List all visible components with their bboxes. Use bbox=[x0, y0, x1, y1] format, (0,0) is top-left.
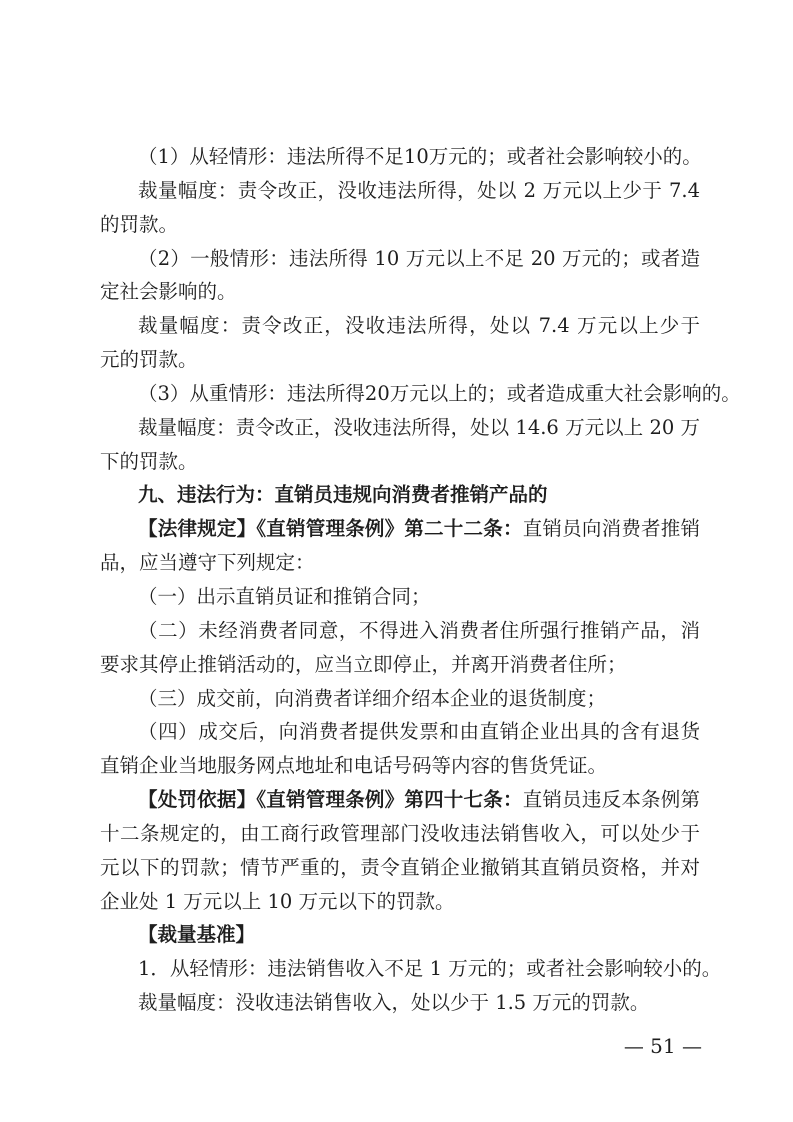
line-content bbox=[100, 856, 700, 885]
line-content bbox=[100, 822, 700, 851]
line-content bbox=[138, 517, 700, 546]
line-text: 要求其停止推销活动的，应当立即停止，并离开消费者住所； bbox=[100, 652, 627, 676]
text-line bbox=[100, 208, 700, 242]
line-text: 下的罚款。 bbox=[100, 449, 198, 473]
text-line bbox=[100, 140, 700, 174]
text-line bbox=[100, 580, 700, 614]
text-line bbox=[100, 918, 700, 952]
line-text: 定社会影响的。 bbox=[100, 280, 237, 304]
line-text: （3）从重情形：违法所得20万元以上的；或者造成重大社会影响的。 bbox=[138, 381, 741, 405]
line-text: 裁量幅度：责令改正，没收违法所得，处以 7.4 万元以上少于 bbox=[138, 314, 700, 338]
line-content bbox=[138, 687, 606, 710]
bold-label: 九、违法行为：直销员违规向消费者推销产品的 bbox=[138, 483, 548, 507]
line-text: 企业处 1 万元以上 10 万元以下的罚款。 bbox=[100, 889, 455, 913]
line-text: （二）未经消费者同意，不得进入消费者住所强行推销产品，消 bbox=[138, 618, 700, 642]
line-content bbox=[138, 247, 700, 276]
line-content bbox=[100, 280, 237, 303]
text-line bbox=[100, 885, 700, 919]
line-content bbox=[138, 585, 431, 608]
text-line bbox=[100, 512, 700, 546]
bold-label: 【裁量基准】 bbox=[138, 923, 256, 947]
line-text: 裁量幅度：没收违法销售收入，处以少于 1.5 万元的罚款。 bbox=[138, 991, 650, 1015]
line-content bbox=[138, 720, 700, 749]
line-text: （1）从轻情形：违法所得不足10万元的；或者社会影响较小的。 bbox=[138, 145, 702, 168]
line-text: 直销员违反本条例第 bbox=[522, 788, 700, 812]
line-content bbox=[138, 483, 548, 506]
line-content bbox=[138, 957, 721, 980]
line-content bbox=[138, 382, 741, 405]
text-line bbox=[100, 275, 700, 309]
line-content bbox=[100, 450, 198, 473]
line-content bbox=[138, 179, 700, 208]
line-text: （三）成交前，向消费者详细介绍本企业的退货制度； bbox=[138, 686, 607, 710]
line-text: 元的罚款。 bbox=[100, 348, 198, 372]
text-line bbox=[100, 242, 700, 276]
line-text: （一）出示直销员证和推销合同； bbox=[138, 584, 431, 608]
text-line bbox=[100, 445, 700, 479]
line-content bbox=[138, 416, 700, 445]
bold-label: 【法律规定】《直销管理条例》第二十二条： bbox=[138, 517, 523, 541]
text-line bbox=[100, 343, 700, 377]
text-line bbox=[100, 682, 700, 716]
line-content bbox=[100, 348, 198, 371]
text-line bbox=[100, 783, 700, 817]
line-content bbox=[138, 145, 702, 168]
text-line bbox=[100, 952, 722, 986]
line-content bbox=[138, 314, 700, 343]
line-content bbox=[100, 213, 178, 236]
text-line bbox=[100, 986, 700, 1020]
line-content bbox=[100, 551, 315, 574]
line-text: 的罚款。 bbox=[100, 212, 179, 236]
line-content bbox=[138, 619, 700, 648]
line-text: 十二条规定的，由工商行政管理部门没收违法销售收入，可以处少于 bbox=[100, 821, 700, 845]
document-body bbox=[100, 140, 741, 1020]
text-line bbox=[100, 546, 700, 580]
line-text: （2）一般情形：违法所得 10 万元以上不足 20 万元的；或者造 bbox=[138, 246, 700, 270]
text-line bbox=[100, 411, 700, 445]
line-text: 直销员向消费者推销 bbox=[522, 517, 700, 541]
line-text: 裁量幅度：责令改正，没收违法所得，处以 14.6 万元以上 20 万 bbox=[138, 415, 700, 439]
text-line bbox=[100, 377, 741, 411]
text-line bbox=[100, 174, 700, 208]
line-content bbox=[138, 788, 700, 817]
line-text: 1．从轻情形：违法销售收入不足 1 万元的；或者社会影响较小的。 bbox=[138, 957, 722, 981]
section-heading bbox=[100, 478, 700, 512]
text-line bbox=[100, 851, 700, 885]
line-text: 品，应当遵守下列规定： bbox=[100, 551, 315, 575]
bold-label: 【处罚依据】《直销管理条例》第四十七条： bbox=[138, 788, 523, 812]
line-text: 裁量幅度：责令改正，没收违法所得，处以 2 万元以上少于 7.4 bbox=[138, 178, 700, 202]
line-text: 直销企业当地服务网点地址和电话号码等内容的售货凭证。 bbox=[100, 754, 608, 778]
line-content bbox=[100, 754, 607, 777]
line-content bbox=[100, 890, 455, 913]
text-line bbox=[100, 715, 700, 749]
line-content bbox=[138, 991, 649, 1014]
line-content bbox=[100, 653, 627, 676]
text-line bbox=[100, 648, 700, 682]
line-text: （四）成交后，向消费者提供发票和由直销企业出具的含有退货 bbox=[138, 720, 700, 744]
text-line bbox=[100, 749, 700, 783]
page-number: — 51 — bbox=[623, 1034, 702, 1058]
text-line bbox=[100, 309, 700, 343]
text-line bbox=[100, 614, 700, 648]
line-text: 元以下的罚款；情节严重的，责令直销企业撤销其直销员资格，并对 bbox=[100, 855, 700, 879]
text-line bbox=[100, 817, 700, 851]
line-content bbox=[138, 923, 255, 946]
